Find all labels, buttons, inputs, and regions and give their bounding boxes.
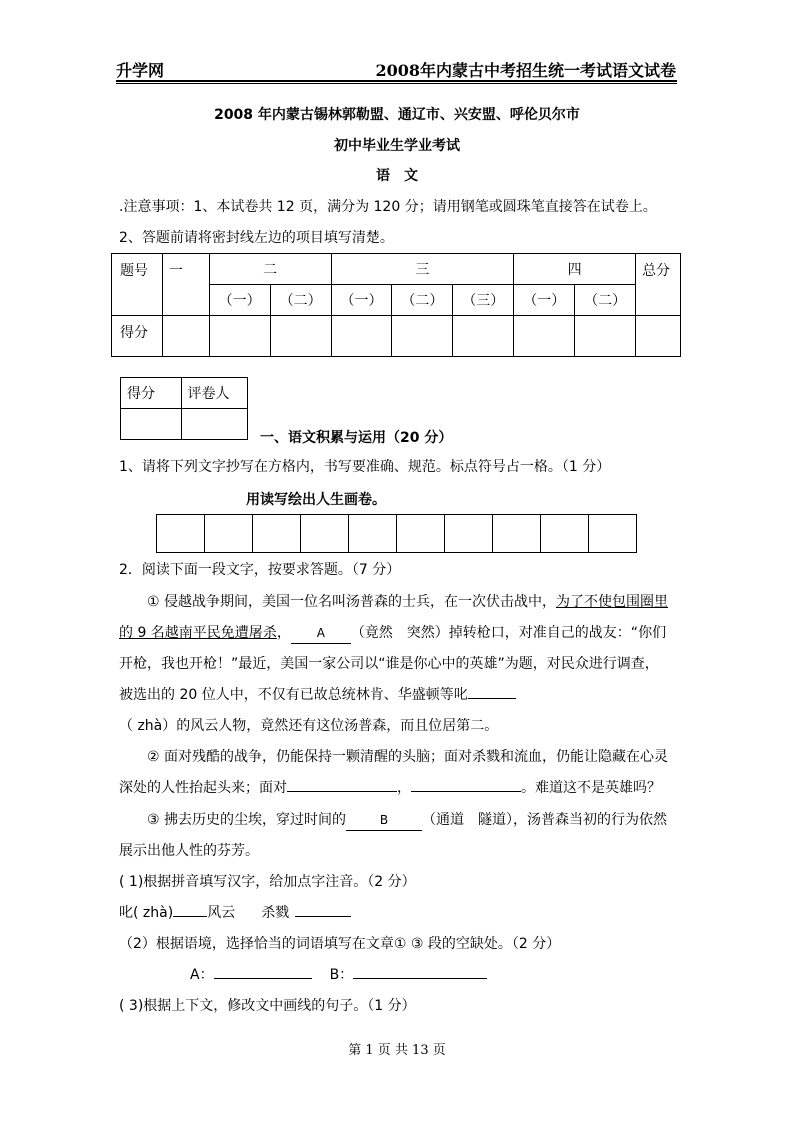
document-header-title: 2008年内蒙古中考招生统一考试语文试卷 [375,61,676,80]
writing-cell[interactable] [589,514,637,553]
writing-cell[interactable] [445,514,493,553]
passage-line: 被选出的 20 位人中，不仅有已故总统林肯、华盛顿等叱 [119,685,516,705]
writing-cell[interactable] [349,514,397,553]
score-cell[interactable] [453,316,514,357]
col-part-2: 二 [209,254,331,285]
score-cell[interactable] [636,316,681,357]
passage-line: ③ 拂去历史的尘埃，穿过时间的 B （通道 隧道），汤普森当初的行为依然 [147,810,667,831]
exam-title-line2: 初中毕业生学业考试 [334,138,460,154]
writing-cell[interactable] [205,514,253,553]
sub-question-2-answers: A： B： [190,965,487,985]
score-table [111,253,681,357]
blank-a[interactable]: A [291,623,351,644]
sub-col: （一） [331,285,392,316]
col-part-3: 三 [331,254,514,285]
writing-cell[interactable] [253,514,301,553]
blank-zha[interactable] [468,698,516,699]
note-1: .注意事项：1、本试卷共 12 页，满分为 120 分；请用钢笔或圆珠笔直接答在试卷上。 [119,199,657,215]
underlined-sentence: 为了不使包围圈里 [556,594,668,610]
row-label-score: 得分 [112,316,163,357]
grader-score-cell[interactable] [121,409,182,440]
score-cell[interactable] [392,316,453,357]
score-cell[interactable] [575,316,636,357]
grader-name-cell[interactable] [181,409,247,440]
sub-col: （二） [392,285,453,316]
row-label-question-no: 题号 [112,254,163,316]
sub-col: （二） [575,285,636,316]
score-cell[interactable] [514,316,575,357]
score-cell[interactable] [270,316,331,357]
writing-cell[interactable] [493,514,541,553]
exam-title-line1: 2008 年内蒙古锡林郭勒盟、通辽市、兴安盟、呼伦贝尔市 [214,107,580,123]
passage-line: （ zhà）的风云人物，竟然还有这位汤普森，而且位居第二。 [119,718,499,734]
site-name: 升学网 [116,61,165,80]
header-rule-thin [116,83,677,84]
header-rule-thick [116,80,677,82]
sub-col: （一） [209,285,270,316]
score-cell[interactable] [331,316,392,357]
col-part-1: 一 [162,254,209,316]
passage-line: ② 面对残酷的战争，仍能保持一颗清醒的头脑；面对杀戮和流血，仍能让隐藏在心灵 [147,749,668,765]
answer-b-blank[interactable] [353,978,487,979]
question-1: 1、请将下列文字抄写在方格内，书写要准确、规范。标点符号占一格。（1 分） [119,459,611,475]
blank-b[interactable]: B [346,810,422,831]
writing-cell[interactable] [541,514,589,553]
sub-col: （一） [514,285,575,316]
writing-cell[interactable] [156,514,205,553]
sub-question-2: （2）根据语境，选择恰当的词语填写在文章① ③ 段的空缺处。（2 分） [119,936,561,952]
score-cell[interactable] [209,316,270,357]
sub-question-1: ( 1)根据拼音填写汉字，给加点字注音。（2 分） [119,874,416,890]
page-number: 第 1 页 共 13 页 [348,1043,446,1058]
answer-lu-blank[interactable] [295,916,351,917]
underlined-sentence: 的 9 名越南平民免遭屠杀 [119,625,277,641]
sub-col: （二） [270,285,331,316]
passage-line: 的 9 名越南平民免遭屠杀， A （竟然 突然）掉转枪口，对准自己的战友：“你们 [119,623,666,644]
sub-question-3: ( 3)根据上下文，修改文中画线的句子。（1 分） [119,998,416,1014]
grader-label: 评卷人 [181,378,247,409]
blank-face-2[interactable] [411,791,521,792]
writing-grid [156,514,637,552]
passage-line: 展示出他人性的芬芳。 [119,843,259,859]
score-cell[interactable] [162,316,209,357]
writing-cell[interactable] [301,514,349,553]
answer-zha-blank[interactable] [173,916,207,917]
grader-score-label: 得分 [121,378,182,409]
passage-line: 深处的人性抬起头来；面对 ， 。难道这不是英雄吗？ [119,780,661,796]
passage-line: ① 侵越战争期间，美国一位名叫汤普森的士兵，在一次伏击战中，为了不使包围圈里 [147,594,668,610]
passage-line: 开枪，我也开枪！”最近，美国一家公司以“谁是你心中的英雄”为题，对民众进行调查， [119,656,659,672]
exam-subject: 语 文 [376,168,418,184]
col-part-4: 四 [514,254,636,285]
section-heading: 一、语文积累与运用（20 分） [260,430,453,446]
note-2: 2、答题前请将密封线左边的项目填写清楚。 [119,230,394,246]
blank-face-1[interactable] [287,791,397,792]
question-2: 2．阅读下面一段文字，按要求答题。（7 分） [119,562,401,578]
writing-cell[interactable] [397,514,445,553]
col-total: 总分 [636,254,681,316]
sub-question-1-answers: 叱( zhà) 风云 杀戮 [119,903,351,923]
grader-table [120,377,248,440]
sub-col: （三） [453,285,514,316]
answer-a-blank[interactable] [214,978,312,979]
copy-text: 用读写绘出人生画卷。 [246,492,386,508]
